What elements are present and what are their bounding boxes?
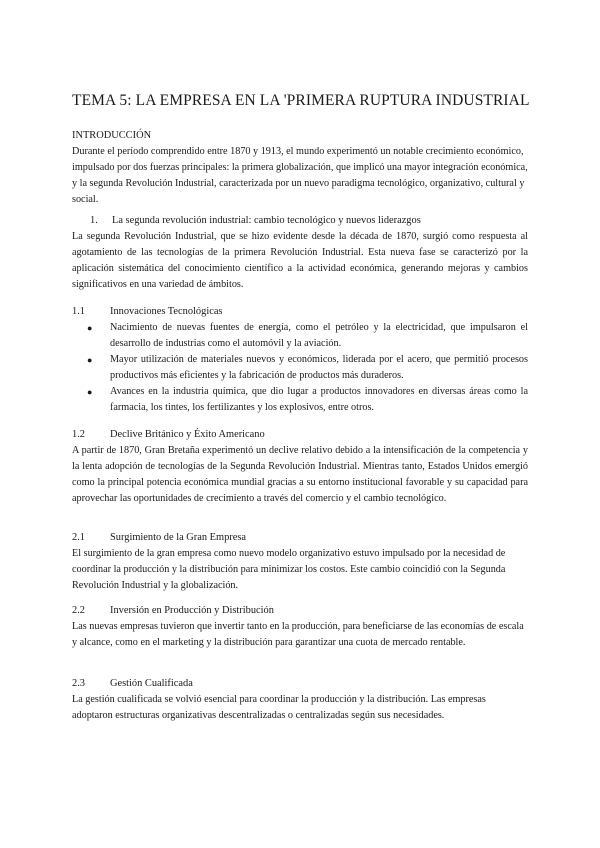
section-1-number: 1. (90, 215, 98, 226)
section-1-paragraph: La segunda Revolución Industrial, que se hizo evidente desde la década de 1870, surgió como respuesta al agotamiento de las tecnologías de la primera Revolución Industrial. Esta nueva fase se caracterizó por la aplicación sistemática del conocimiento científico a la actividad económica, generando mejoras y cambios significativos en una variedad de ámbitos. (72, 231, 528, 290)
subsection-1-2 (72, 427, 528, 507)
intro-section (72, 128, 528, 208)
subsection-2-3-title: Gestión Cualificada (110, 678, 193, 689)
subsection-1-1 (72, 304, 528, 416)
subsection-2-1-heading (72, 530, 528, 546)
section-1-heading (72, 213, 528, 229)
subsection-1-1-heading (72, 304, 528, 320)
list-item: ● Avances en la industria química, que dio lugar a productos innovadores en diversas áreas como la farmacia, los tintes, los fertilizantes y los explosivos, entre otros. (87, 386, 528, 413)
subsection-2-1 (72, 530, 528, 594)
intro-heading: INTRODUCCIÓN (72, 130, 152, 141)
page-title: TEMA 5: LA EMPRESA EN LA 'PRIMERA RUPTURA INDUSTRIAL (72, 92, 530, 109)
section-1 (72, 213, 528, 293)
list-item: ● Nacimiento de nuevas fuentes de energía, como el petróleo y la electricidad, que impulsaron el desarrollo de industrias como el automóvil y la aviación. (87, 322, 528, 349)
subsection-2-2-number: 2.2 (72, 605, 85, 616)
subsection-1-2-number: 1.2 (72, 429, 85, 440)
subsection-1-1-number: 1.1 (72, 306, 85, 317)
intro-paragraph: Durante el período comprendido entre 1870 y 1913, el mundo experimentó un notable crecimiento económico, impulsado por dos fuerzas principales: la primera globalización, que implicó una mayor integración económica, y la segunda Revolución Industrial, caracterizada por un nuevo paradigma tecnológico, organizativo, cultural y social. (72, 146, 528, 205)
subsection-2-3 (72, 676, 528, 724)
innovation-list (72, 320, 528, 416)
subsection-2-1-title: Surgimiento de la Gran Empresa (110, 532, 247, 543)
subsection-2-3-number: 2.3 (72, 678, 85, 689)
section-1-title: La segunda revolución industrial: cambio tecnológico y nuevos liderazgos (112, 215, 421, 226)
subsection-1-1-title: Innovaciones Tecnológicas (110, 306, 223, 317)
bullet-icon: ● (87, 323, 93, 333)
subsection-2-2-title: Inversión en Producción y Distribución (110, 605, 274, 616)
subsection-2-3-heading (72, 676, 528, 692)
subsection-2-2 (72, 603, 528, 651)
list-item: ● Mayor utilización de materiales nuevos y económicos, liderada por el acero, que permitió procesos productivos más eficientes y la fabricación de productos más duraderos. (87, 354, 528, 381)
subsection-1-2-paragraph: A partir de 1870, Gran Bretaña experimentó un declive relativo debido a la intensificación de la competencia y la lenta adopción de tecnologías de la Segunda Revolución Industrial. Mientras tanto, Estados Unidos emergió como la principal potencia económica mundial gracias a su entorno institucional favorable y su capacidad para aprovechar las oportunidades de crecimiento a través del comercio y el cambio tecnológico. (72, 445, 528, 504)
subsection-1-2-heading (72, 427, 528, 443)
subsection-2-1-number: 2.1 (72, 532, 85, 543)
subsection-2-3-paragraph: La gestión cualificada se volvió esencial para coordinar la producción y la distribución. Las empresas adoptaron estructuras organizativas descentralizadas o centralizadas según sus necesidades. (72, 694, 486, 721)
subsection-2-1-paragraph: El surgimiento de la gran empresa como nuevo modelo organizativo estuvo impulsado por la necesidad de coordinar la producción y la distribución para minimizar los costos. Este cambio coincidió con la Segunda Revolución Industrial y la globalización. (72, 548, 506, 591)
subsection-2-2-heading (72, 603, 528, 619)
subsection-2-2-paragraph: Las nuevas empresas tuvieron que invertir tanto en la producción, para beneficiarse de las economías de escala y alcance, como en el marketing y la distribución para garantizar una cuota de mercado rentable. (72, 621, 524, 648)
bullet-icon: ● (87, 355, 93, 365)
subsection-1-2-title: Declive Británico y Éxito Americano (110, 429, 265, 440)
bullet-icon: ● (87, 387, 93, 397)
